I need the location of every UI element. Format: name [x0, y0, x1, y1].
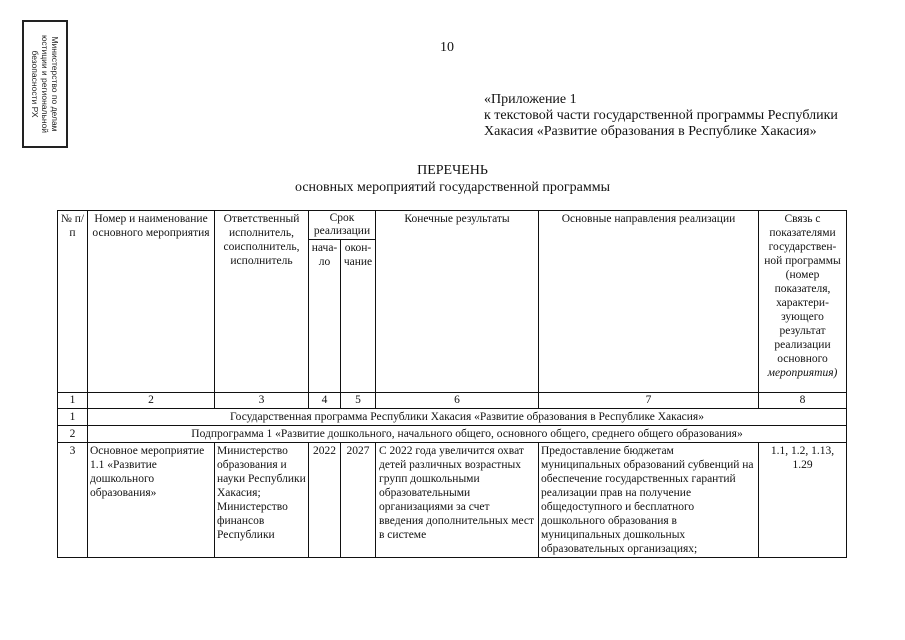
header-measure: Номер и наименование основного мероприятия	[88, 211, 215, 393]
header-num: № п/п	[58, 211, 88, 393]
column-number: 1	[58, 393, 88, 409]
appendix-line: Хакасия «Развитие образования в Республике Хакасия»	[484, 124, 817, 139]
column-number: 5	[341, 393, 376, 409]
column-number: 2	[88, 393, 215, 409]
header-executor: Ответственный исполнитель, соисполнитель, исполнитель	[215, 211, 309, 393]
header-start: нача-ло	[309, 240, 341, 393]
row-end: 2027	[341, 443, 376, 558]
header-link	[759, 211, 847, 393]
stamp-line: Министерство по делам	[50, 36, 60, 132]
registration-stamp	[22, 20, 68, 148]
appendix-line: «Приложение 1	[484, 92, 577, 107]
header-directions: Основные направления реализации	[539, 211, 759, 393]
header-row	[58, 211, 847, 240]
subprogram-row-text: Подпрограмма 1 «Развитие дошкольного, начального общего, основного общего, среднего общего образования»	[88, 426, 847, 443]
column-number: 3	[215, 393, 309, 409]
row-num: 3	[58, 443, 88, 558]
stamp-line: юстиции и региональной	[40, 34, 50, 134]
appendix-line: к текстовой части государственной программы Республики	[484, 108, 838, 123]
header-link-text: Связь с показателями государствен-ной программы (номер показателя, характери-зующего результат реализации основного	[764, 213, 841, 365]
measures-table	[57, 210, 847, 558]
row-link: 1.1, 1.2, 1.13, 1.29	[759, 443, 847, 558]
row-start: 2022	[309, 443, 341, 558]
row-directions: Предоставление бюджетам муниципальных образований субвенций на обеспечение государственных гарантий реализации прав на получение общедоступного и бесплатного дошкольного образования в муниципальных дошкольных образовательных организациях;	[539, 443, 759, 558]
program-row-text: Государственная программа Республики Хакасия «Развитие образования в Республике Хакасия»	[88, 409, 847, 426]
appendix-header	[484, 92, 838, 140]
header-link-italic: мероприятия)	[767, 367, 838, 379]
program-row	[58, 409, 847, 426]
column-number: 6	[376, 393, 539, 409]
title-main: ПЕРЕЧЕНЬ	[417, 163, 488, 178]
row-measure: Основное мероприятие 1.1 «Развитие дошкольного образования»	[88, 443, 215, 558]
subprogram-row-num: 2	[58, 426, 88, 443]
column-number: 8	[759, 393, 847, 409]
title-sub: основных мероприятий государственной программы	[294, 180, 610, 195]
row-results: С 2022 года увеличится охват детей различных возрастных групп дошкольными образовательными организациями за счет введения дополнительных мест в системе	[376, 443, 539, 558]
column-number-row	[58, 393, 847, 409]
table-row	[58, 443, 847, 558]
stamp-line: безопасности РХ	[30, 50, 40, 118]
row-executor: Министерство образования и науки Республики Хакасия; Министерство финансов Республики	[215, 443, 309, 558]
page-number: 10	[440, 40, 454, 55]
header-end: окон-чание	[341, 240, 376, 393]
header-results: Конечные результаты	[376, 211, 539, 393]
subprogram-row	[58, 426, 847, 443]
program-row-num: 1	[58, 409, 88, 426]
document-title	[0, 162, 905, 196]
column-number: 7	[539, 393, 759, 409]
header-term: Срок реализации	[309, 211, 376, 240]
column-number: 4	[309, 393, 341, 409]
